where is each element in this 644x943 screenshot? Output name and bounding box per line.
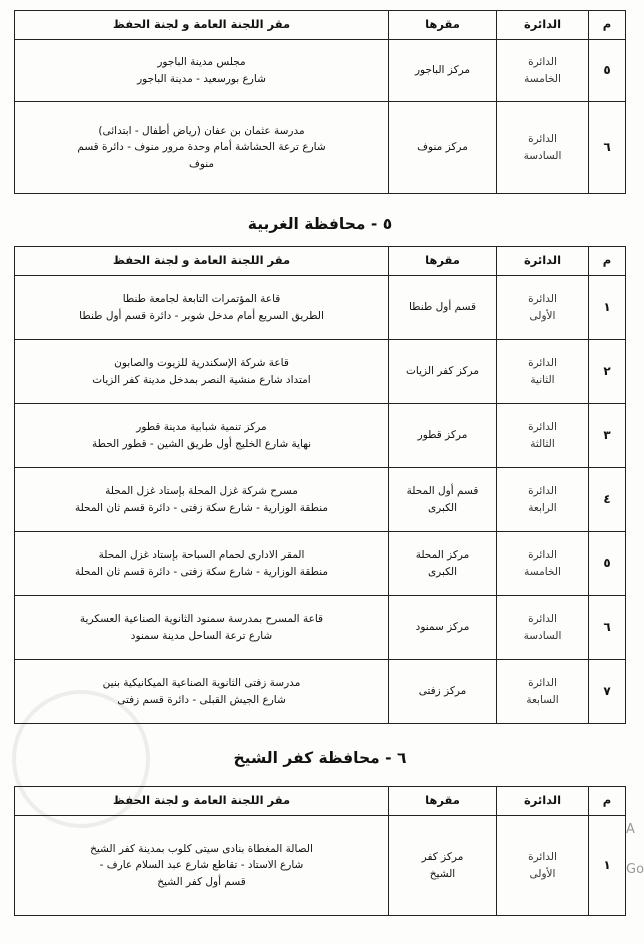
row-number: ٣ bbox=[589, 404, 626, 468]
row-number: ٧ bbox=[589, 660, 626, 724]
district-cell: الدائرة السادسة bbox=[497, 102, 589, 194]
table-gharbia bbox=[14, 246, 626, 724]
row-number: ١ bbox=[589, 276, 626, 340]
header-seat: مقرها bbox=[389, 247, 497, 276]
row-number: ٦ bbox=[589, 102, 626, 194]
seat-cell: مركز منوف bbox=[389, 102, 497, 194]
district-cell: الدائرة الأولى bbox=[497, 276, 589, 340]
address-cell: مركز تنمية شبابية مدينة قطور نهاية شارع الخليج أول طريق الشين - قطور الحطة bbox=[15, 404, 389, 468]
header-seat: مقرها bbox=[389, 787, 497, 816]
table-row bbox=[15, 102, 626, 194]
address-cell: قاعة شركة الإسكندرية للزيوت والصابون امتداد شارع منشية النصر بمدخل مدينة كفر الزيات bbox=[15, 340, 389, 404]
table-menoufia bbox=[14, 10, 626, 194]
address-cell: مدرسة عثمان بن عفان (رياض أطفال - ابتدائى) شارع ترعة الحشاشة أمام وحدة مرور منوف - دائرة قسم منوف bbox=[15, 102, 389, 194]
table-row bbox=[15, 340, 626, 404]
address-cell: مجلس مدينة الباجور شارع بورسعيد - مدينة الباجور bbox=[15, 40, 389, 102]
header-m: م bbox=[589, 247, 626, 276]
seat-cell: قسم أول المحلة الكبرى bbox=[389, 468, 497, 532]
header-committee: مقر اللجنة العامة و لجنة الحفظ bbox=[15, 787, 389, 816]
table-header-row bbox=[15, 787, 626, 816]
side-mark-1: A bbox=[626, 822, 635, 837]
address-cell: الصالة المغطاة بنادى سيتى كلوب بمدينة كفر الشيخ شارع الاستاد - تقاطع شارع عبد السلام عارف - قسم أول كفر الشيخ bbox=[15, 816, 389, 916]
row-number: ٢ bbox=[589, 340, 626, 404]
row-number: ٦ bbox=[589, 596, 626, 660]
district-cell: الدائرة الثالثة bbox=[497, 404, 589, 468]
header-district: الدائرة bbox=[497, 247, 589, 276]
district-cell: الدائرة الرابعة bbox=[497, 468, 589, 532]
table-row bbox=[15, 596, 626, 660]
district-cell: الدائرة السابعة bbox=[497, 660, 589, 724]
row-number: ٥ bbox=[589, 40, 626, 102]
district-cell: الدائرة الخامسة bbox=[497, 40, 589, 102]
table-row bbox=[15, 404, 626, 468]
seat-cell: مركز زفتى bbox=[389, 660, 497, 724]
seat-cell: قسم أول طنطا bbox=[389, 276, 497, 340]
header-m: م bbox=[589, 11, 626, 40]
section-title-gharbia: ٥ - محافظة الغربية bbox=[247, 215, 393, 233]
table-kafr-el-sheikh bbox=[14, 786, 626, 916]
seat-cell: مركز سمنود bbox=[389, 596, 497, 660]
header-district: الدائرة bbox=[497, 11, 589, 40]
table-row bbox=[15, 532, 626, 596]
row-number: ٤ bbox=[589, 468, 626, 532]
table-row bbox=[15, 816, 626, 916]
table-header-row bbox=[15, 11, 626, 40]
address-cell: قاعة المسرح بمدرسة سمنود الثانوية الصناعية العسكرية شارع ترعة الساحل مدينة سمنود bbox=[15, 596, 389, 660]
section-title-kafr-el-sheikh: ٦ - محافظة كفر الشيخ bbox=[233, 749, 407, 767]
seat-cell: مركز كفر الزيات bbox=[389, 340, 497, 404]
side-mark-2: Go bbox=[626, 862, 644, 877]
table-row bbox=[15, 276, 626, 340]
seat-cell: مركز الباجور bbox=[389, 40, 497, 102]
row-number: ١ bbox=[589, 816, 626, 916]
table-row bbox=[15, 468, 626, 532]
district-cell: الدائرة الأولى bbox=[497, 816, 589, 916]
address-cell: مدرسة زفتى الثانوية الصناعية الميكانيكية بنين شارع الجيش القبلى - دائرة قسم زفتى bbox=[15, 660, 389, 724]
seat-cell: مركز المحلة الكبرى bbox=[389, 532, 497, 596]
district-cell: الدائرة الثانية bbox=[497, 340, 589, 404]
header-committee: مقر اللجنة العامة و لجنة الحفظ bbox=[15, 11, 389, 40]
address-cell: مسرح شركة غزل المحلة بإستاد غزل المحلة منطقة الوزارية - شارع سكة زفتى - دائرة قسم ثان المحلة bbox=[15, 468, 389, 532]
header-district: الدائرة bbox=[497, 787, 589, 816]
district-cell: الدائرة الخامسة bbox=[497, 532, 589, 596]
table-row bbox=[15, 660, 626, 724]
header-m: م bbox=[589, 787, 626, 816]
row-number: ٥ bbox=[589, 532, 626, 596]
header-committee: مقر اللجنة العامة و لجنة الحفظ bbox=[15, 247, 389, 276]
header-seat: مقرها bbox=[389, 11, 497, 40]
seat-cell: مركز كفر الشيخ bbox=[389, 816, 497, 916]
table-row bbox=[15, 40, 626, 102]
address-cell: المقر الادارى لحمام السباحة بإستاد غزل المحلة منطقة الوزارية - شارع سكة زفتى - دائرة قسم ثان المحلة bbox=[15, 532, 389, 596]
seat-cell: مركز قطور bbox=[389, 404, 497, 468]
table-header-row bbox=[15, 247, 626, 276]
address-cell: قاعة المؤتمرات التابعة لجامعة طنطا الطريق السريع أمام مدخل شوبر - دائرة قسم أول طنطا bbox=[15, 276, 389, 340]
district-cell: الدائرة السادسة bbox=[497, 596, 589, 660]
